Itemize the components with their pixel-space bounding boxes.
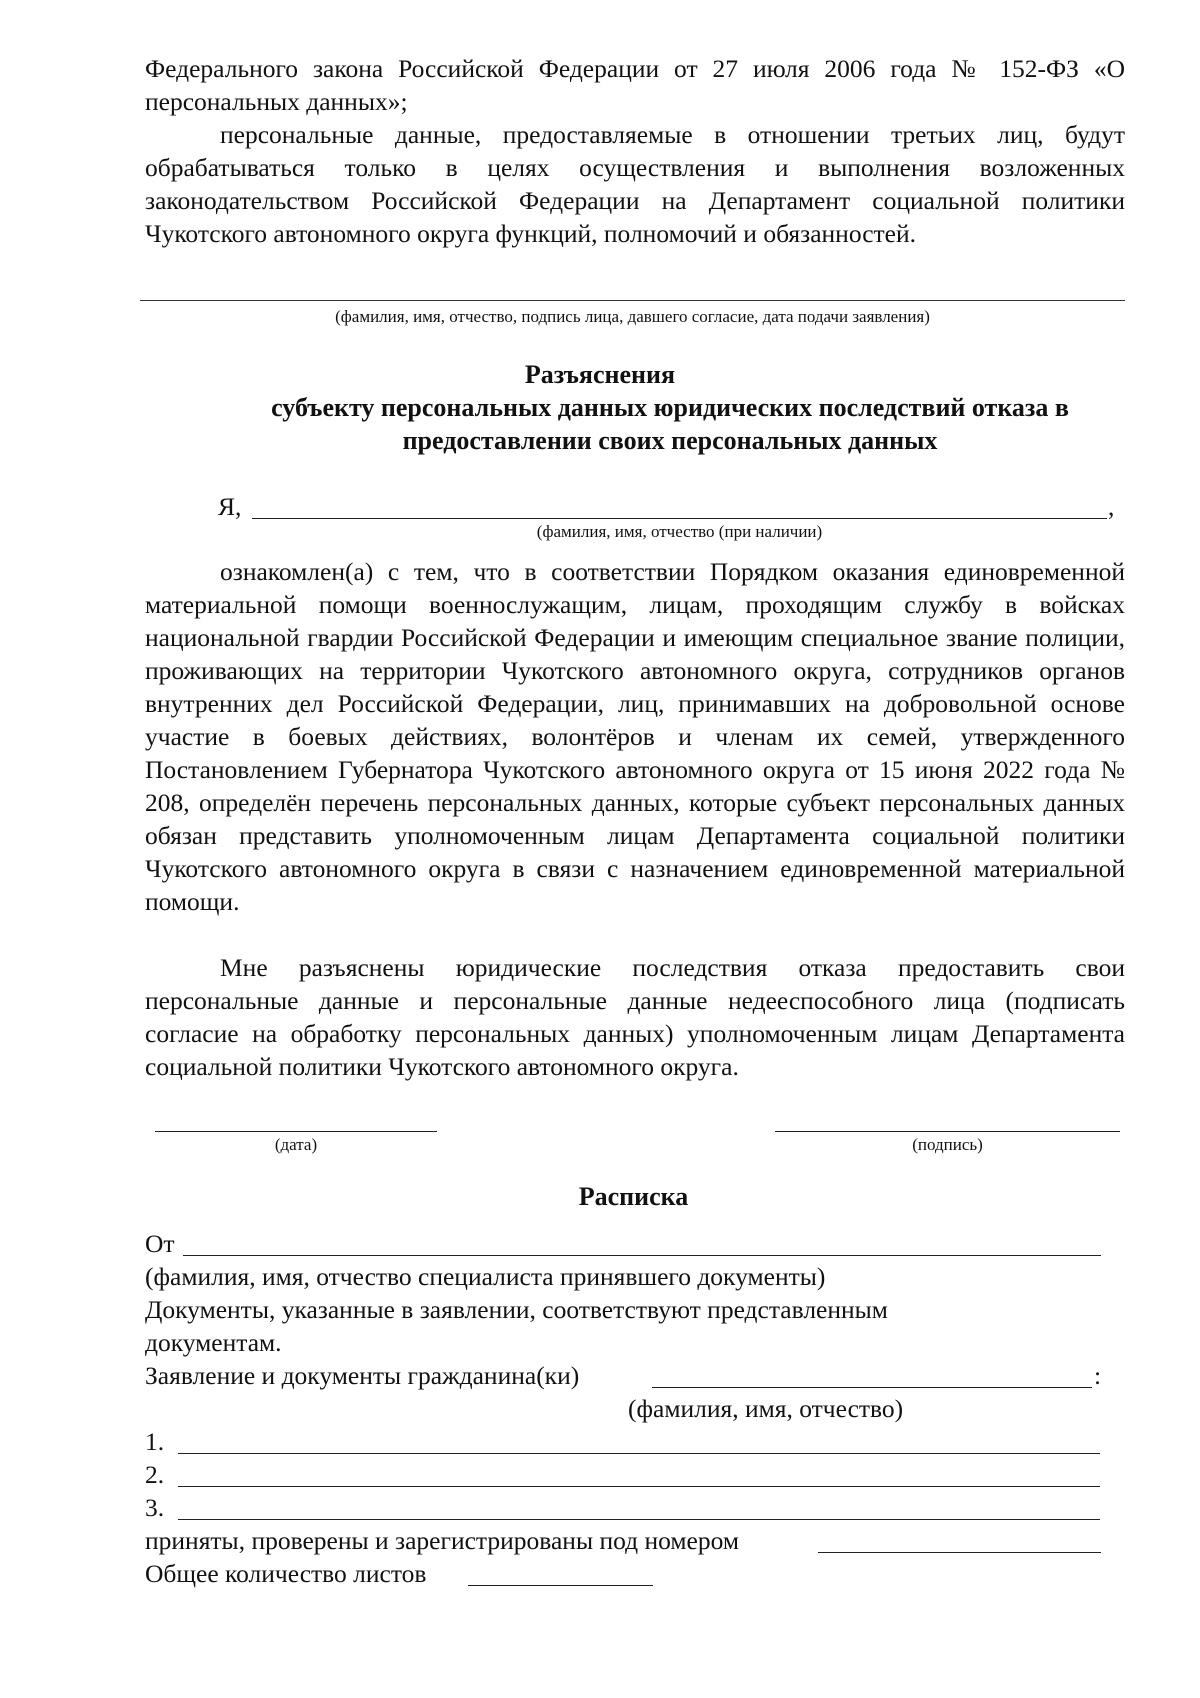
documents-match-line-2: документам. (145, 1328, 282, 1357)
signature-caption: (фамилия, имя, отчество, подпись лица, давшего согласие, дата подачи заявления) (335, 307, 930, 326)
documents-match-line-1: Документы, указанные в заявлении, соответствуют представленным (145, 1295, 888, 1324)
citizen-caption: (фамилия, имя, отчество) (628, 1394, 904, 1423)
consent-tail (145, 52, 1125, 250)
sheets-label: Общее количество листов (145, 1559, 427, 1588)
citizen-suffix: : (1094, 1361, 1102, 1390)
specialist-caption: (фамилия, имя, отчество специалиста принявшего документы) (145, 1262, 826, 1291)
name-caption: (фамилия, имя, отчество (при наличии) (536, 522, 823, 541)
document-item-2-field[interactable] (178, 1486, 1100, 1487)
document-item-3-label: 3. (145, 1493, 165, 1522)
explanation-paragraph-2: Мне разъяснены юридические последствия отказа предоставить свои персональные данные и персональные данные недееспособного лица (подписать согласие на обработку персональных данных) уполномоченным лицам Департамента социальной политики Чукотского автономного округа. (145, 953, 1125, 1081)
date-caption: (дата) (274, 1135, 318, 1154)
citizen-label: Заявление и документы гражданина(ки) (145, 1361, 580, 1390)
date-field[interactable] (155, 1131, 437, 1132)
explanation-title: Разъяснения (524, 360, 676, 389)
explanation-subtitle-line-1: субъекту персональных данных юридических последствий отказа в (271, 393, 1069, 422)
consent-third-party-paragraph: персональные данные, предоставляемые в отношении третьих лиц, будут обрабатываться только в целях осуществления и выполнения возложенных законодательством Российской Федерации на Департамент социальной политики Чукотского автономного округа функций, полномочий и обязанностей. (145, 120, 1125, 248)
consent-line-1: Федерального закона Российской Федерации от 27 июля 2006 года № 152-ФЗ «О (145, 54, 1125, 83)
specialist-name-field[interactable] (183, 1255, 1101, 1256)
i-suffix: , (1108, 492, 1115, 521)
explanation-subtitle-line-2: предоставлении своих персональных данных (402, 426, 938, 455)
document-item-1-field[interactable] (178, 1453, 1100, 1454)
registered-label: приняты, проверены и зарегистрированы под номером (145, 1526, 739, 1555)
consent-line-2: персональных данных»; (145, 87, 408, 116)
sheets-count-field[interactable] (468, 1585, 653, 1586)
document-item-3-field[interactable] (178, 1519, 1100, 1520)
receipt-title: Расписка (578, 1182, 689, 1211)
i-prefix: Я, (218, 492, 242, 521)
applicant-name-field[interactable] (252, 518, 1107, 519)
explanation-paragraph-1: ознакомлен(а) с тем, что в соответствии Порядком оказания единовременной материальной помощи военнослужащим, лицам, проходящим службу в войсках национальной гвардии Российской Федерации и имеющим специальное звание полиции, проживающих на территории Чукотского автономного округа, сотрудников органов внутренних дел Российской Федерации, лиц, принимавших на добровольной основе участие в боевых действиях, волонтёров и членам их семей, утвержденного Постановлением Губернатора Чукотского автономного округа от 15 июня 2022 года № 208, определён перечень персональных данных, которые субъект персональных данных обязан представить уполномоченным лицам Департамента социальной политики Чукотского автономного округа в связи с назначением единовременной материальной помощи. (145, 557, 1125, 916)
registration-number-field[interactable] (818, 1552, 1101, 1553)
document-item-2-label: 2. (145, 1460, 165, 1489)
from-label: От (145, 1229, 175, 1258)
signature-line (140, 300, 1125, 301)
sign-caption: (подпись) (912, 1135, 983, 1154)
citizen-name-field[interactable] (652, 1387, 1092, 1388)
signature-field[interactable] (775, 1131, 1120, 1132)
document-item-1-label: 1. (145, 1427, 165, 1456)
